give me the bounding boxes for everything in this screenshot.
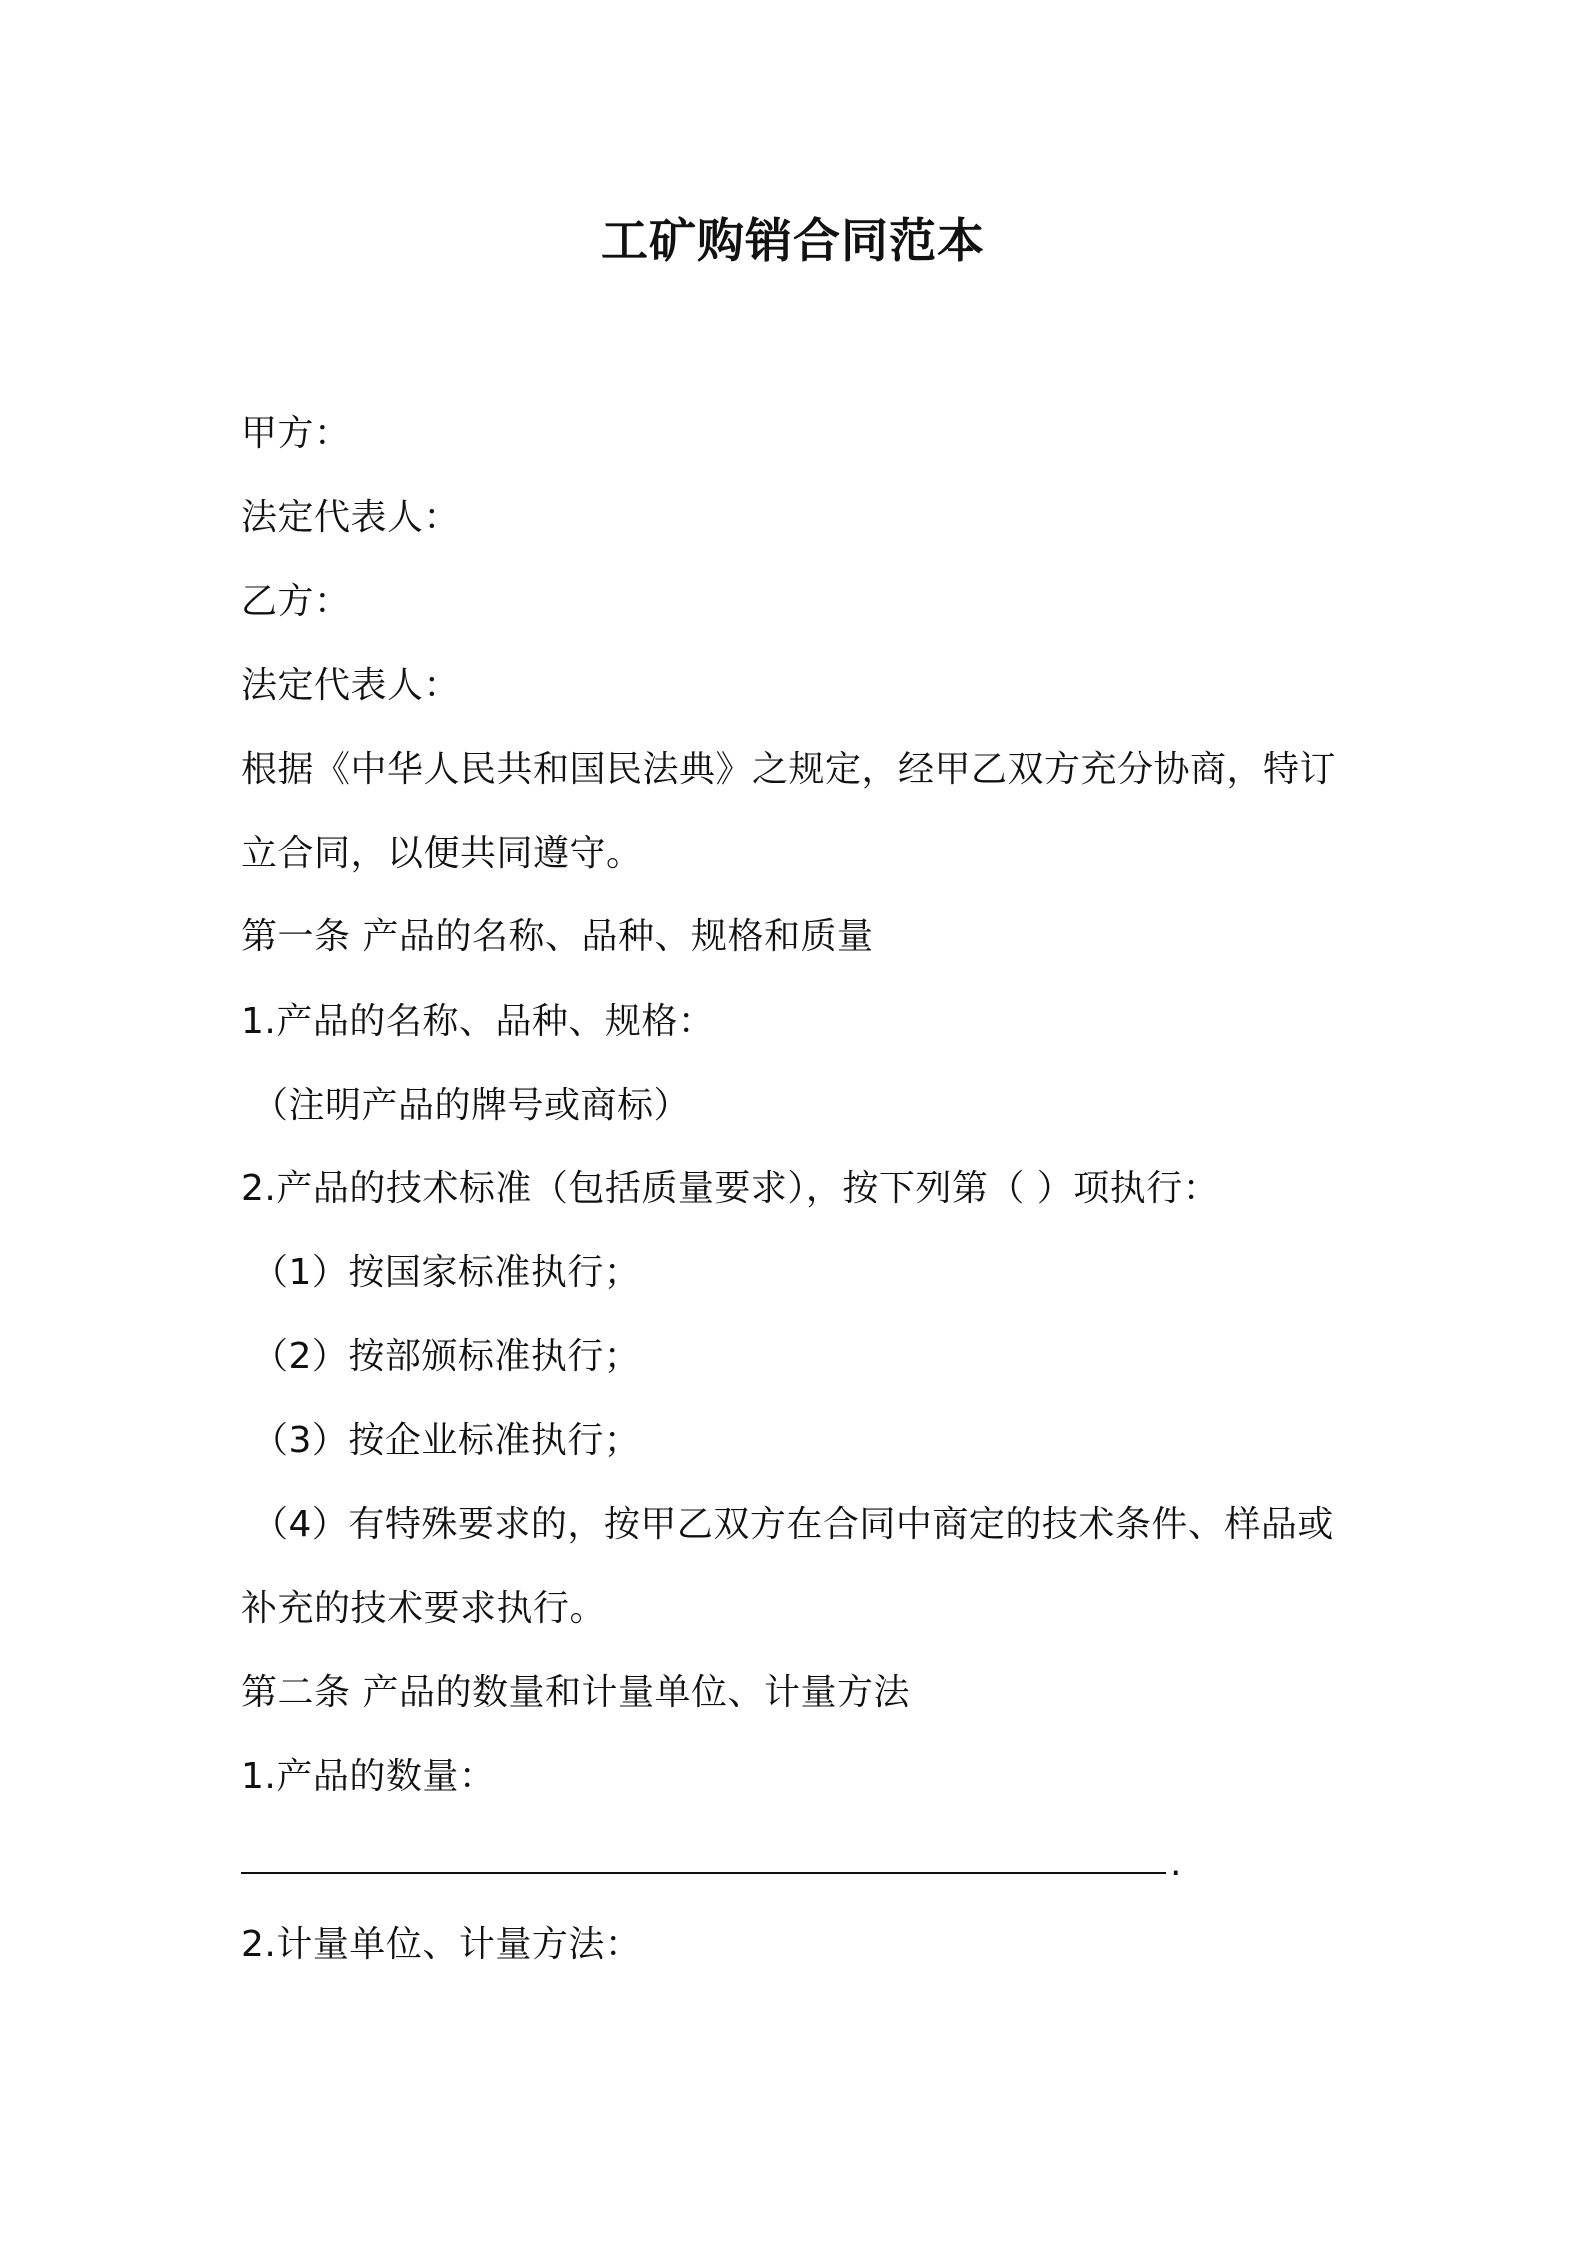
article-1-option-1: （1）按国家标准执行；	[252, 1252, 641, 1293]
document-title: 工矿购销合同范本	[601, 214, 985, 269]
preamble-line-2: 立合同，以便共同遵守。	[241, 833, 643, 874]
article-1-option-4-line-1: （4）有特殊要求的，按甲乙双方在合同中商定的技术条件、样品或	[252, 1504, 1334, 1545]
preamble-line-1: 根据《中华人民共和国民法典》之规定，经甲乙双方充分协商，特订	[241, 749, 1337, 790]
party-b-representative-label: 法定代表人：	[241, 665, 461, 706]
article-2-item-2: 2.计量单位、计量方法：	[241, 1924, 642, 1965]
fill-in-blank-period: .	[1170, 1843, 1182, 1884]
article-1-item-2: 2.产品的技术标准（包括质量要求），按下列第（ ）项执行：	[241, 1168, 1220, 1209]
article-1-option-3: （3）按企业标准执行；	[252, 1420, 641, 1461]
party-a-label: 甲方：	[241, 413, 351, 454]
article-1-option-2: （2）按部颁标准执行；	[252, 1336, 641, 1377]
party-b-label: 乙方：	[241, 581, 351, 622]
quantity-fill-in-blank	[241, 1838, 1182, 1884]
article-1-heading: 第一条 产品的名称、品种、规格和质量	[241, 916, 874, 957]
article-1-item-1-note: （注明产品的牌号或商标）	[252, 1085, 691, 1126]
article-2-item-1: 1.产品的数量：	[241, 1756, 496, 1797]
fill-in-underline	[241, 1872, 1166, 1874]
article-2-heading: 第二条 产品的数量和计量单位、计量方法	[241, 1672, 910, 1713]
article-1-item-1: 1.产品的名称、品种、规格：	[241, 1001, 715, 1042]
article-1-option-4-line-2: 补充的技术要求执行。	[241, 1588, 607, 1629]
party-a-representative-label: 法定代表人：	[241, 497, 461, 538]
